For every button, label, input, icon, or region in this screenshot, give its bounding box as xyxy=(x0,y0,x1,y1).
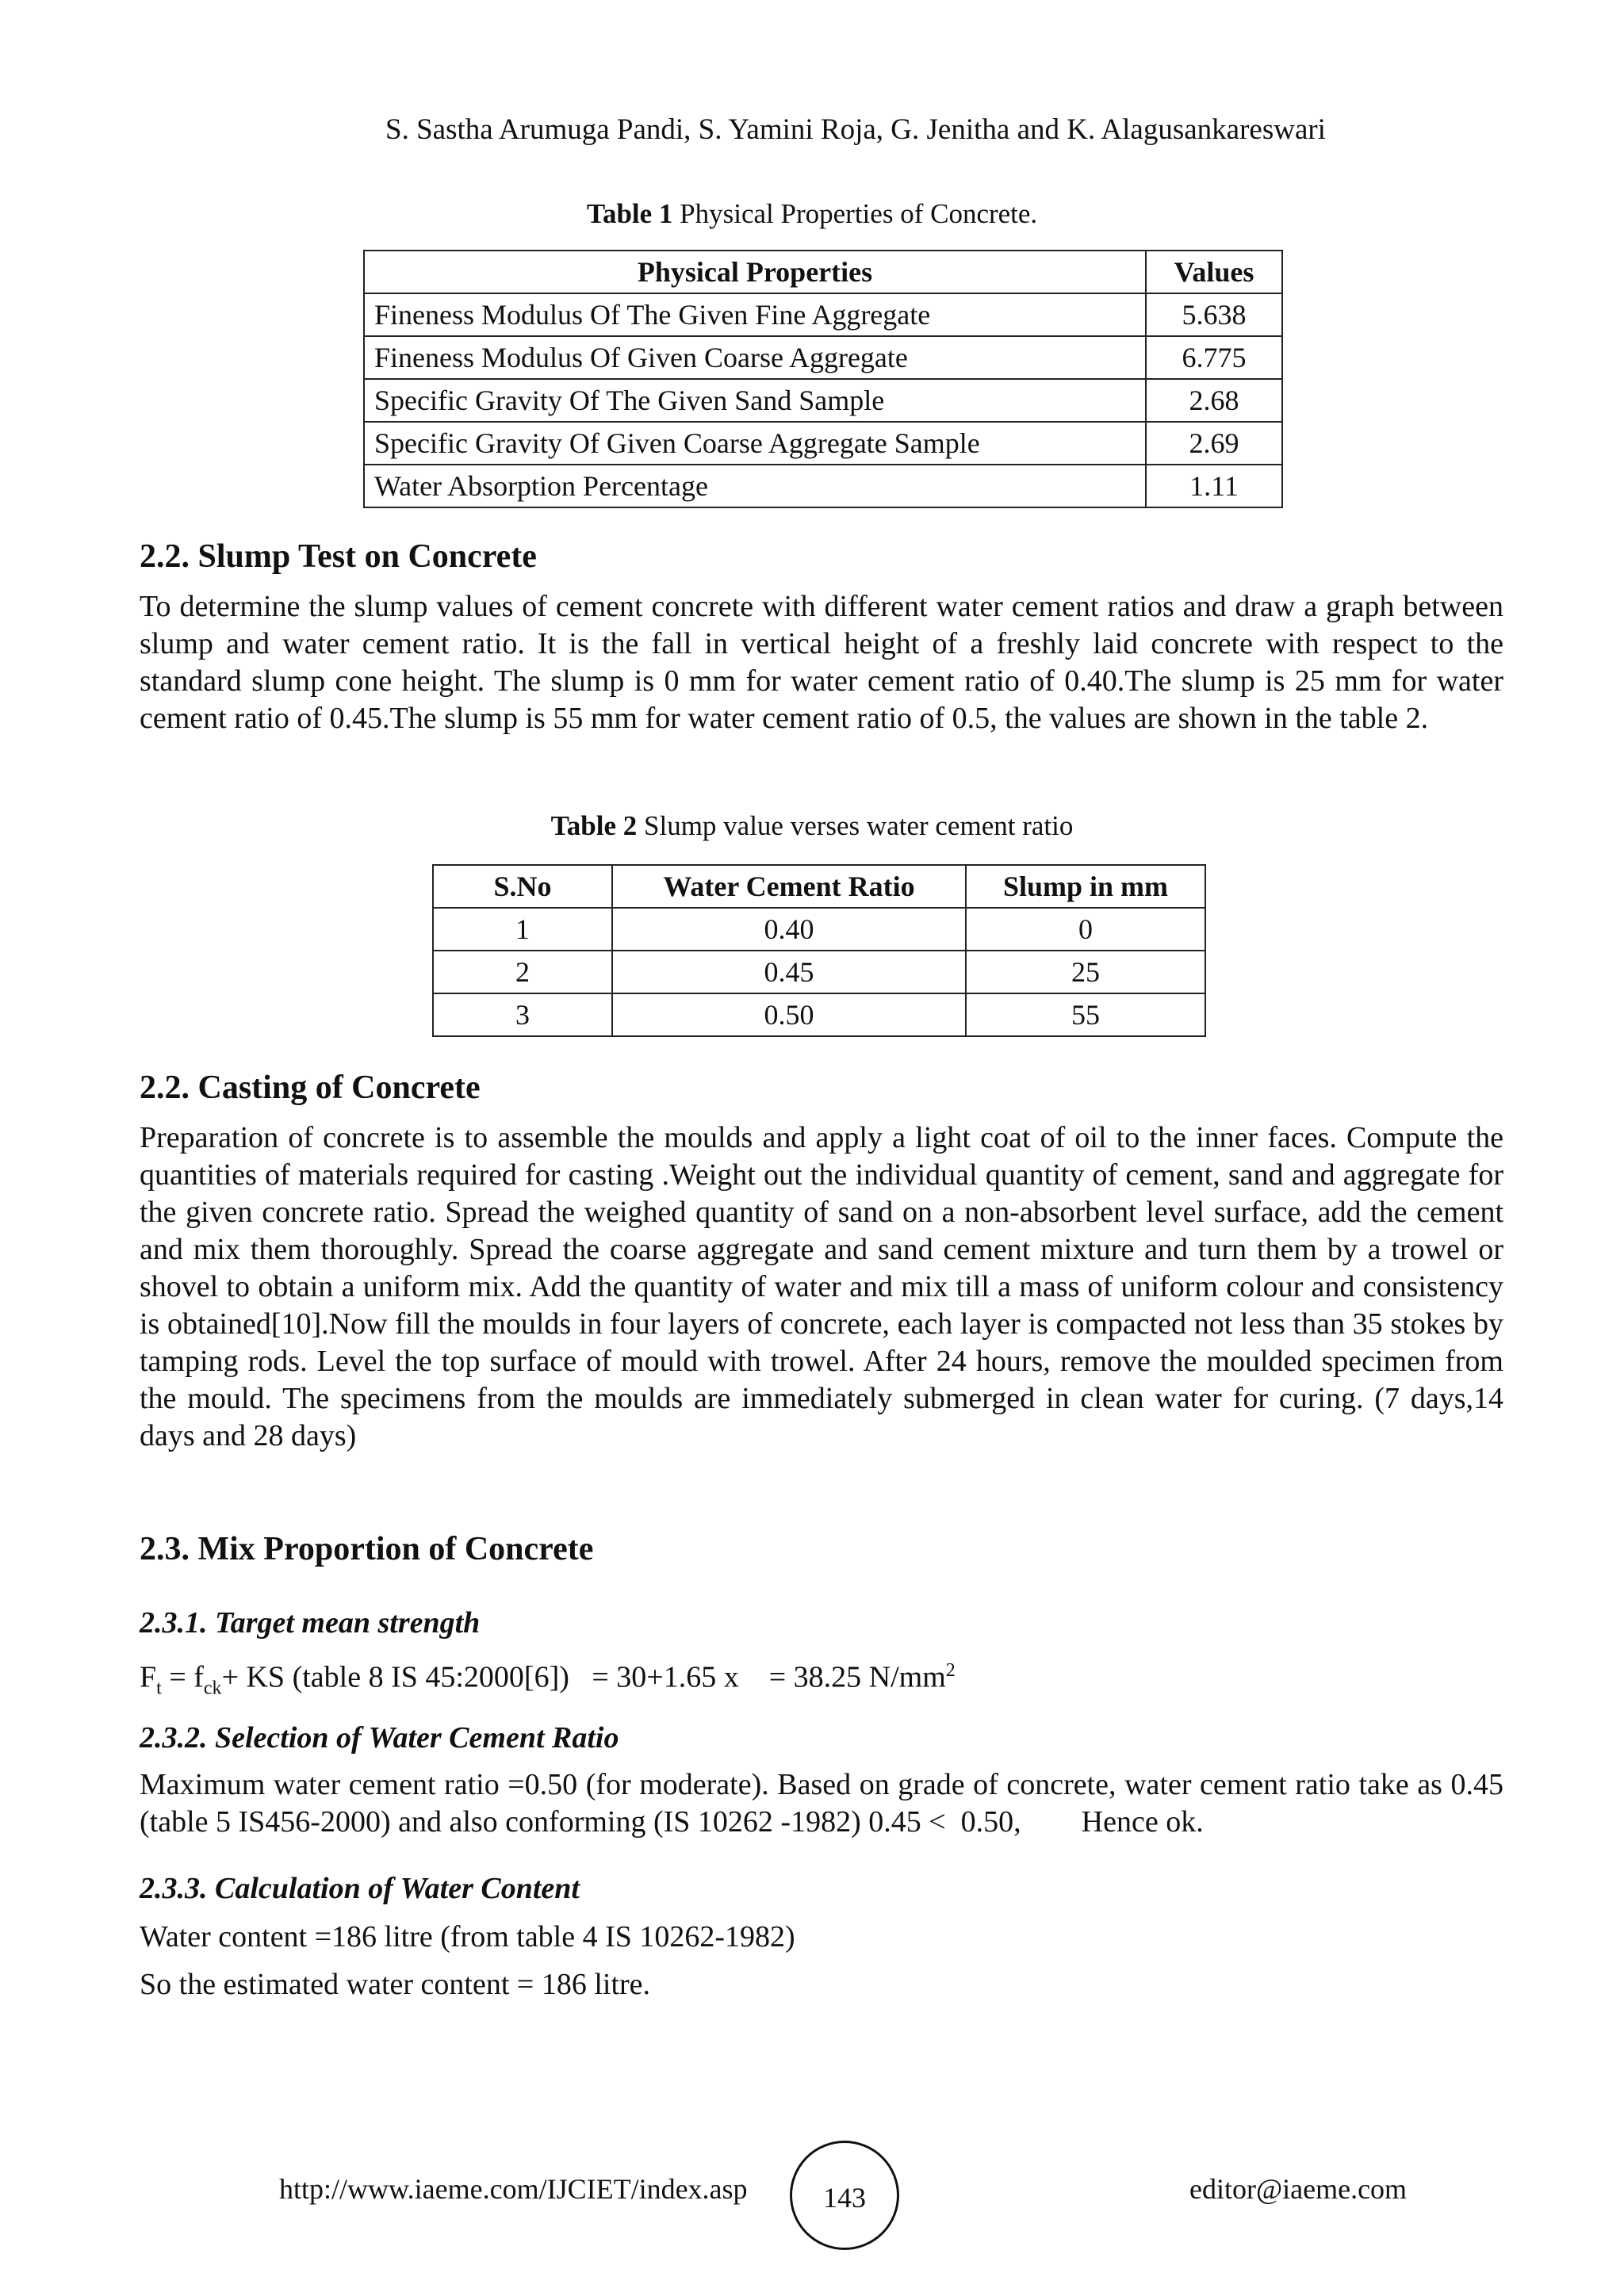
table2-caption-text: Slump value verses water cement ratio xyxy=(637,810,1074,841)
table-row xyxy=(364,422,1282,465)
table2-slump-values xyxy=(432,864,1206,1037)
table-cell: Fineness Modulus Of The Given Fine Aggregate xyxy=(364,293,1146,336)
table-header-cell: S.No xyxy=(433,865,612,908)
paragraph-casting: Preparation of concrete is to assemble the moulds and apply a light coat of oil to the inner faces. Compute the quantities of materials required for casting .Weight out the individual quantity of cement, sand and aggregate for the given concrete ratio. Spread the weighed quantity of sand on a non-absorbent level surface, add the cement and mix them thoroughly. Spread the coarse aggregate and sand cement mixture and turn them by a trowel or shovel to obtain a uniform mix. Add the quantity of water and mix till a mass of uniform colour and consistency is obtained[10].Now fill the moulds in four layers of concrete, each layer is compacted not less than 35 stokes by tamping rods. Level the top surface of mould with trowel. After 24 hours, remove the moulded specimen from the mould. The specimens from the moulds are immediately submerged in clean water for curing. (7 days,14 days and 28 days) xyxy=(140,1121,1503,1452)
subsection-heading-water-content: 2.3.3. Calculation of Water Content xyxy=(140,1872,580,1905)
table-header-cell: Slump in mm xyxy=(966,865,1205,908)
table-row xyxy=(433,993,1205,1036)
table2-caption-label: Table 2 xyxy=(550,810,638,841)
equation-subscript: t xyxy=(156,1678,162,1699)
footer-email-link[interactable]: editor@iaeme.com xyxy=(1189,2173,1408,2205)
table-cell: Specific Gravity Of The Given Sand Sample xyxy=(364,379,1146,422)
table-row xyxy=(433,951,1205,993)
table-cell: 1 xyxy=(433,908,612,951)
table1-caption-text: Physical Properties of Concrete. xyxy=(672,198,1038,229)
table1-physical-properties xyxy=(363,250,1283,508)
equation-subscript: ck xyxy=(203,1678,222,1699)
equation-symbol: F xyxy=(140,1660,157,1694)
table-cell: 2 xyxy=(433,951,612,993)
footer-url-link[interactable]: http://www.iaeme.com/IJCIET/index.asp xyxy=(279,2173,748,2205)
equation-target-strength xyxy=(140,1652,956,1707)
equation-text: + KS (table 8 IS 45:2000[6]) = 30+1.65 x = 38.25 N/mm xyxy=(221,1660,946,1694)
table-cell: 0.50 xyxy=(612,993,966,1036)
table1-caption-label: Table 1 xyxy=(586,198,673,229)
table-cell: 0.40 xyxy=(612,908,966,951)
table-cell: Fineness Modulus Of Given Coarse Aggregate xyxy=(364,336,1146,379)
table-row xyxy=(364,379,1282,422)
table-cell: Water Absorption Percentage xyxy=(364,465,1146,507)
table-cell: 2.68 xyxy=(1146,379,1282,422)
table-cell: 5.638 xyxy=(1146,293,1282,336)
subsection-heading-water-cement-ratio: 2.3.2. Selection of Water Cement Ratio xyxy=(140,1721,619,1755)
table-row xyxy=(364,336,1282,379)
paragraph-water-cement-ratio: Maximum water cement ratio =0.50 (for moderate). Based on grade of concrete, water cement ratio take as 0.45 (table 5 IS456-2000) and also conforming (IS 10262 -1982) 0.45 < 0.50, Hence ok. xyxy=(140,1768,1511,1839)
table-row xyxy=(364,465,1282,507)
table-cell: 25 xyxy=(966,951,1205,993)
table2-caption xyxy=(0,810,1624,842)
table-cell: 0.45 xyxy=(612,951,966,993)
table-row xyxy=(364,293,1282,336)
table-header-row xyxy=(433,865,1205,908)
table-row xyxy=(433,908,1205,951)
table-header-row xyxy=(364,251,1282,293)
subsection-heading-target-strength: 2.3.1. Target mean strength xyxy=(140,1606,481,1640)
table-cell: 6.775 xyxy=(1146,336,1282,379)
table-cell: 2.69 xyxy=(1146,422,1282,465)
table-header-cell: Physical Properties xyxy=(364,251,1146,293)
section-heading-slump: 2.2. Slump Test on Concrete xyxy=(140,538,537,575)
table1-caption xyxy=(0,198,1624,230)
running-header-authors: S. Sastha Arumuga Pandi, S. Yamini Roja, G. Jenitha and K. Alagusankareswari xyxy=(385,113,1326,146)
text-line-water-content: Water content =186 litre (from table 4 IS 10262-1982) xyxy=(140,1920,795,1954)
paragraph-slump: To determine the slump values of cement concrete with different water cement ratios and draw a graph between slump and water cement ratio. It is the fall in vertical height of a freshly laid concrete with respect to the standard slump cone height. The slump is 0 mm for water cement ratio of 0.40.The slump is 25 mm for water cement ratio of 0.45.The slump is 55 mm for water cement ratio of 0.5, the values are shown in the table 2. xyxy=(140,590,1503,735)
table-header-cell: Values xyxy=(1146,251,1282,293)
text-line-estimated-water: So the estimated water content = 186 litre. xyxy=(140,1968,651,2001)
table-cell: Specific Gravity Of Given Coarse Aggregate Sample xyxy=(364,422,1146,465)
table-cell: 0 xyxy=(966,908,1205,951)
section-heading-mix: 2.3. Mix Proportion of Concrete xyxy=(140,1531,594,1567)
table-cell: 1.11 xyxy=(1146,465,1282,507)
equation-superscript: 2 xyxy=(945,1660,956,1681)
section-heading-casting: 2.2. Casting of Concrete xyxy=(140,1070,481,1106)
table-header-cell: Water Cement Ratio xyxy=(612,865,966,908)
table-cell: 55 xyxy=(966,993,1205,1036)
table-cell: 3 xyxy=(433,993,612,1036)
equation-text: = f xyxy=(161,1660,204,1694)
page-number-badge: 143 xyxy=(790,2141,899,2250)
